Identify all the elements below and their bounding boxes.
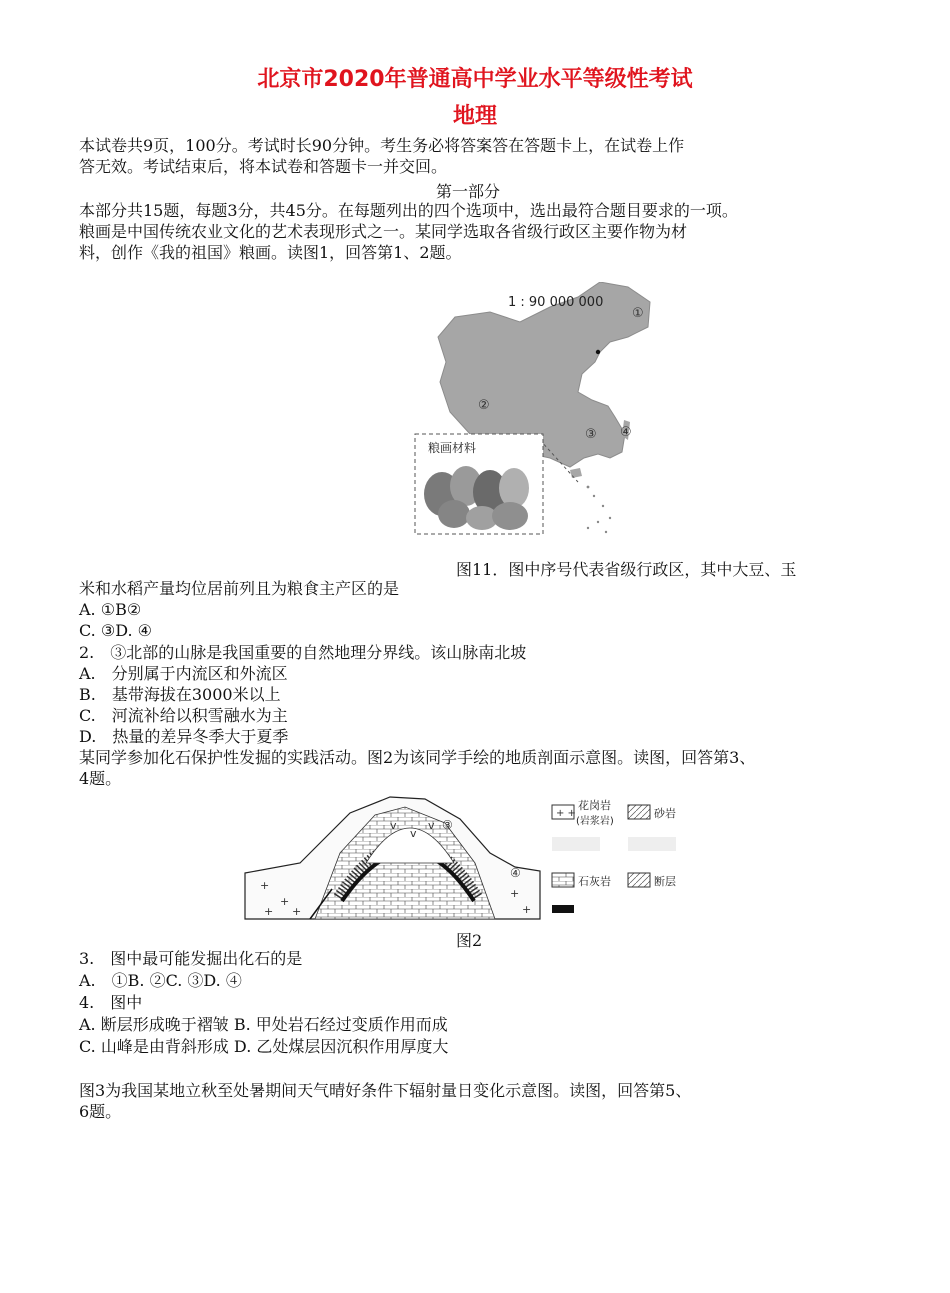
- figure2-caption: 图2: [456, 931, 483, 950]
- passage1-line-2: 料，创作《我的祖国》粮画。读图1，回答第1、2题。: [79, 243, 462, 262]
- q4-stem: 4. 图中: [79, 993, 143, 1012]
- legend-limestone-swatch: [552, 873, 574, 887]
- q2-stem: 2. ③北部的山脉是我国重要的自然地理分界线。该山脉南北坡: [79, 643, 527, 662]
- passage3-line-2: 6题。: [79, 1102, 122, 1121]
- figure2-legend: [552, 798, 676, 913]
- inset-label: 粮画材料: [428, 441, 477, 455]
- marker-1: ①: [632, 306, 644, 321]
- svg-text:+ +: + +: [556, 808, 576, 819]
- legend-sandstone-swatch: [628, 805, 650, 819]
- south-china-sea-islands: [587, 486, 612, 534]
- q2-option-b: B. 基带海拔在3000米以上: [79, 685, 281, 704]
- q1-options-cd: C. ③D. ④: [79, 621, 152, 640]
- part-heading: 第一部分: [436, 182, 501, 201]
- passage3-line-1: 图3为我国某地立秋至处暑期间天气晴好条件下辐射量日变化示意图。读图，回答第5、: [79, 1081, 692, 1100]
- q2-option-c: C. 河流补给以积雪融水为主: [79, 706, 288, 725]
- legend-fault: 断层: [654, 875, 676, 888]
- subject-title: 地理: [452, 104, 497, 129]
- q1-caption-line: 图11．图中序号代表省级行政区，其中大豆、玉: [456, 560, 797, 579]
- svg-text:v: v: [428, 819, 435, 832]
- passage2-line-2: 4题。: [79, 769, 122, 788]
- q4-options-cd: C. 山峰是由背斜形成 D. 乙处煤层因沉积作用厚度大: [79, 1037, 449, 1056]
- section-marker-3: ③: [442, 818, 453, 832]
- beijing-dot: [596, 350, 600, 354]
- q1-options-ab: A. ①B②: [79, 600, 142, 619]
- svg-text:+: +: [264, 905, 274, 918]
- legend-faded-swatch-2: [628, 837, 676, 851]
- intro-line-1: 本试卷共9页，100分。考试时长90分钟。考生务必将答案答在答题卡上，在试卷上作: [79, 136, 685, 155]
- section-marker-4: ④: [510, 866, 521, 880]
- exam-title: 北京市2020年普通高中学业水平等级性考试: [257, 67, 693, 92]
- svg-text:+: +: [280, 895, 290, 908]
- legend-granite: 花岗岩: [578, 799, 611, 812]
- figure2-geologic-section: [240, 793, 690, 925]
- q4-options-ab: A. 断层形成晚于褶皱 B. 甲处岩石经过变质作用而成: [79, 1015, 448, 1034]
- q2-option-a: A. 分别属于内流区和外流区: [79, 664, 288, 683]
- marker-2: ②: [478, 398, 490, 413]
- svg-text:v: v: [390, 819, 397, 832]
- legend-sandstone: 砂岩: [654, 807, 676, 820]
- legend-fault-swatch: [628, 873, 650, 887]
- passage2-line-1: 某同学参加化石保护性发掘的实践活动。图2为该同学手绘的地质剖面示意图。读图，回答第3、: [79, 748, 756, 767]
- hainan-island-shape: [570, 468, 582, 478]
- svg-text:+: +: [522, 903, 532, 916]
- marker-4: ④: [620, 425, 632, 440]
- part-instruction: 本部分共15题，每题3分，共45分。在每题列出的四个选项中，选出最符合题目要求的一项。: [79, 201, 738, 220]
- legend-granite-note: (岩浆岩): [576, 816, 614, 827]
- map-scale: 1 : 90 000 000: [508, 295, 604, 310]
- svg-text:+: +: [260, 879, 270, 892]
- q1-stem: 米和水稻产量均位居前列且为粮食主产区的是: [79, 579, 400, 598]
- q3-options: A. ①B. ②C. ③D. ④: [79, 971, 242, 990]
- q2-option-d: D. 热量的差异冬季大于夏季: [79, 727, 289, 746]
- legend-coal-swatch: [552, 905, 574, 913]
- svg-text:v: v: [410, 827, 417, 840]
- figure1-china-map: [410, 282, 660, 540]
- marker-3: ③: [585, 427, 597, 442]
- svg-text:+: +: [292, 905, 302, 918]
- q3-stem: 3. 图中最可能发掘出化石的是: [79, 949, 303, 968]
- intro-line-2: 答无效。考试结束后，将本试卷和答题卡一并交回。: [79, 157, 448, 176]
- legend-limestone: 石灰岩: [578, 875, 611, 888]
- legend-faded-swatch-1: [552, 837, 600, 851]
- passage1-line-1: 粮画是中国传统农业文化的艺术表现形式之一。某同学选取各省级行政区主要作物为材: [79, 222, 688, 241]
- svg-text:+: +: [510, 887, 520, 900]
